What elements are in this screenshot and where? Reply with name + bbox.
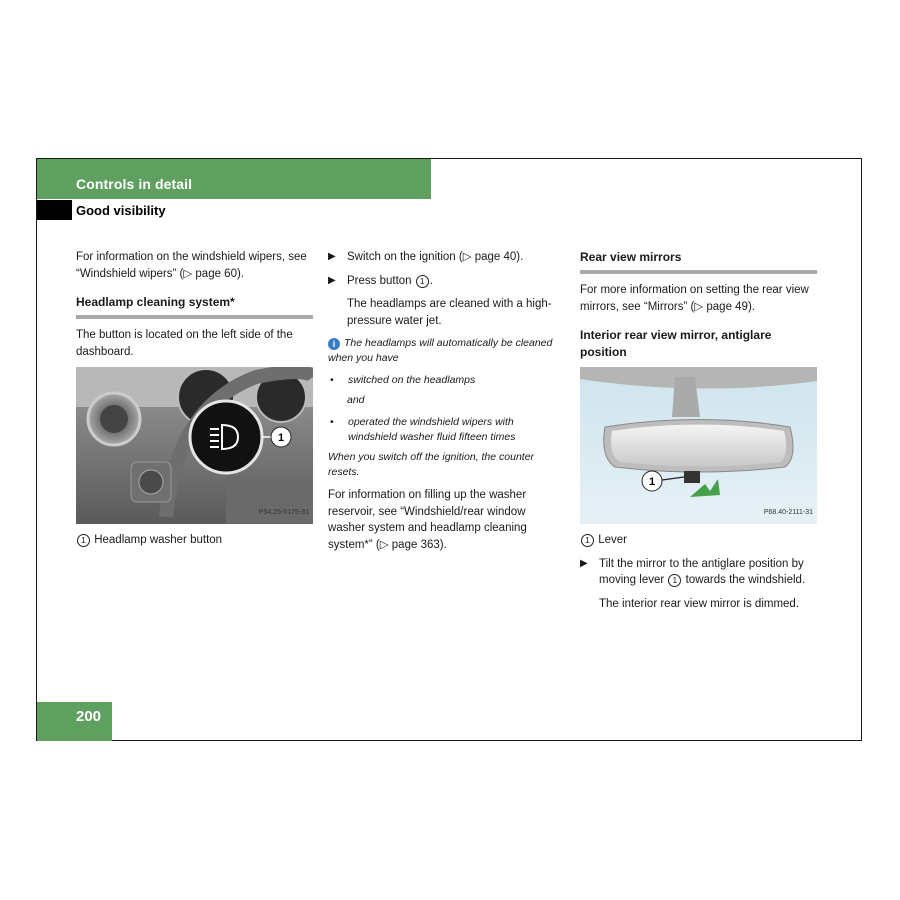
- info-note: [328, 336, 565, 366]
- caption-number: 1: [581, 534, 594, 547]
- step-text: Tilt the mirror to the antiglare position by moving lever: [599, 557, 804, 586]
- step-text: Press button: [347, 274, 412, 287]
- note-lead: The headlamps will automatically be cleaned when you have: [328, 337, 553, 364]
- figure-caption: [76, 532, 313, 549]
- step-press-button: [328, 273, 565, 290]
- note-bullet: [328, 373, 565, 388]
- note-end: When you switch off the ignition, the counter resets.: [328, 451, 535, 478]
- step-suffix: towards the windshield.: [685, 574, 806, 586]
- antiglare-heading: Interior rear view mirror, antiglare position: [580, 328, 772, 359]
- figure-callout: 1: [648, 476, 656, 488]
- manual-page: [36, 158, 862, 741]
- figure-caption: [580, 532, 817, 549]
- step-arrow-icon: ▶: [580, 557, 588, 569]
- caption-number: 1: [77, 534, 90, 547]
- bullet-text: operated the windshield wipers with windshield washer fluid fifteen times: [348, 416, 516, 443]
- rear-view-mirrors-heading: Rear view mirrors: [580, 249, 817, 274]
- bullet-text: switched on the headlamps: [348, 374, 476, 386]
- step-arrow-icon: ▶: [328, 251, 336, 262]
- button-location-text: The button is located on the left side of the dashboard.: [76, 329, 293, 358]
- step-ignition: [328, 249, 565, 266]
- bullet-icon: •: [330, 374, 334, 386]
- subsection-marker: [37, 200, 72, 220]
- page-number: 200: [76, 708, 102, 725]
- note-bullet: [328, 415, 565, 445]
- step-arrow-icon: ▶: [328, 274, 336, 286]
- step-tilt-mirror: [580, 556, 817, 589]
- step-text: Switch on the ignition (▷ page 40).: [347, 251, 524, 263]
- subsection-title: Good visibility: [76, 203, 166, 218]
- step-suffix: .: [429, 274, 433, 287]
- figure-callout: 1: [277, 432, 285, 444]
- washer-reference: For information on filling up the washer reservoir, see “Windshield/rear window washer system and headlamp cleaning system*” (▷ page 363).: [328, 489, 527, 551]
- step-number: 1: [668, 574, 681, 587]
- column-left: [76, 249, 313, 556]
- headlamp-cleaning-heading: Headlamp cleaning system*: [76, 294, 313, 319]
- caption-text: Headlamp washer button: [94, 534, 223, 546]
- column-middle: [328, 249, 565, 560]
- step-result: The interior rear view mirror is dimmed.: [599, 597, 800, 610]
- note-and: and: [347, 394, 365, 406]
- mirrors-reference: For more information on setting the rear view mirrors, see “Mirrors” (▷ page 49).: [580, 284, 809, 313]
- caption-text: Lever: [598, 534, 627, 546]
- figure-code: P68.40-2111-31: [763, 508, 813, 516]
- mirror-figure: [580, 367, 817, 524]
- wipers-reference: For information on the windshield wipers, see “Windshield wipers” (▷ page 60).: [76, 251, 307, 280]
- mirror-illustration: [580, 367, 817, 524]
- dashboard-illustration: [76, 367, 313, 524]
- figure-code: P54.25-5175-31: [258, 508, 309, 516]
- bullet-icon: •: [330, 416, 334, 428]
- info-icon: i: [328, 338, 340, 350]
- step-number: 1: [416, 275, 429, 288]
- step-result: The headlamps are cleaned with a high-pressure water jet.: [347, 298, 552, 327]
- headlamp-button-figure: [76, 367, 313, 524]
- column-right: [580, 249, 817, 619]
- section-title: Controls in detail: [76, 176, 193, 192]
